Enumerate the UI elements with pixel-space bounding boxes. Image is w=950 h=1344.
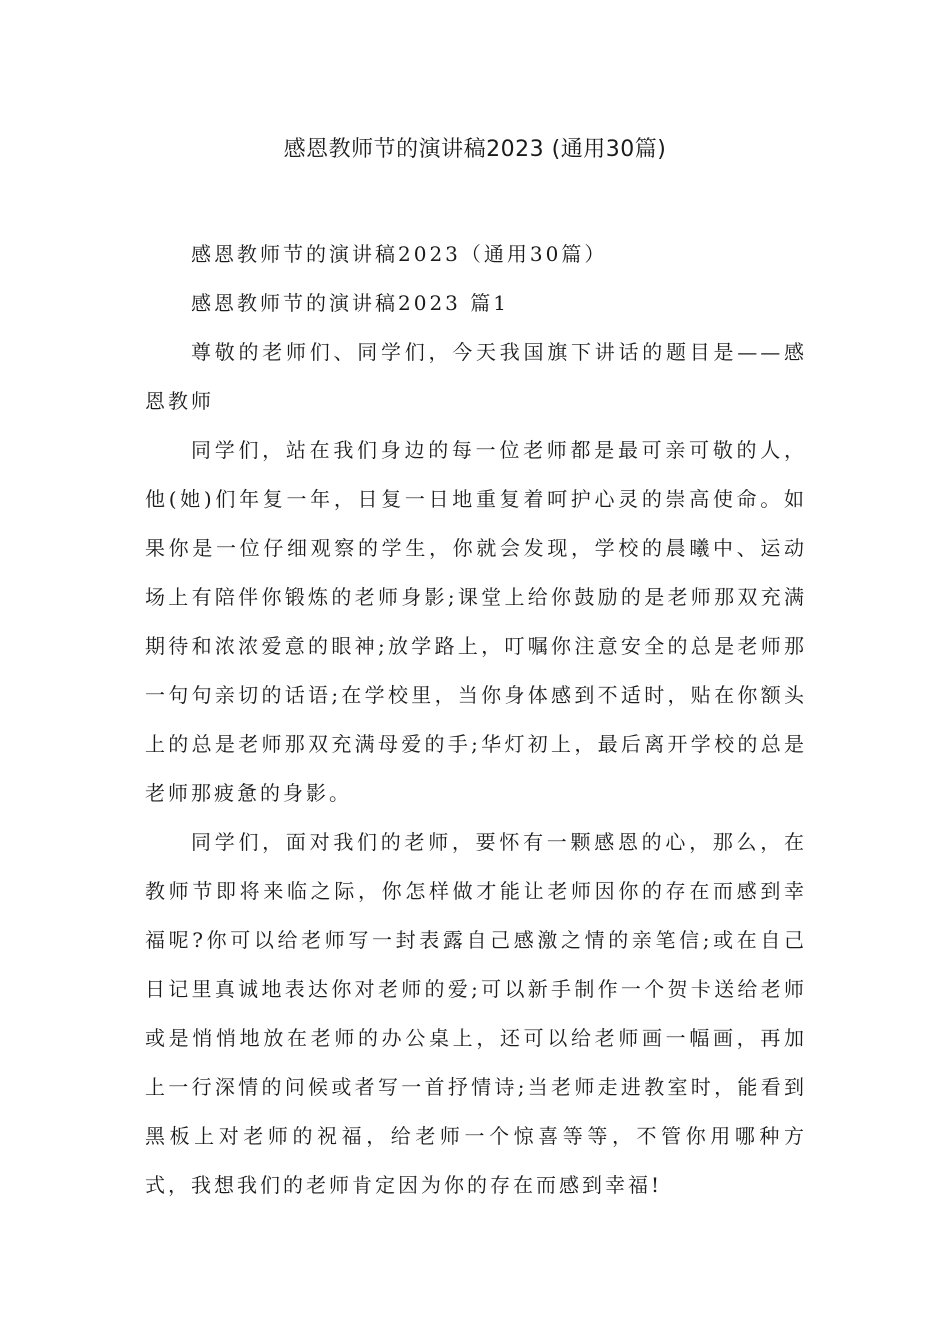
section-heading: 感恩教师节的演讲稿2023 篇1	[191, 291, 509, 315]
body-paragraph: 同学们，站在我们身边的每一位老师都是最可亲可敬的人，他(她)们年复一年，日复一日地重复着呵护心灵的崇高使命。如果你是一位仔细观察的学生，你就会发现，学校的晨曦中、运动场上有陪伴你锻炼的老师身影;课堂上给你鼓励的是老师那双充满期待和浓浓爱意的眼神;放学路上，叮嘱你注意安全的总是老师那一句句亲切的话语;在学校里，当你身体感到不适时，贴在你额头上的总是老师那双充满母爱的手;华灯初上，最后离开学校的总是老师那疲惫的身影。	[145, 438, 807, 805]
document-body	[145, 230, 807, 1210]
body-paragraph: 尊敬的老师们、同学们，今天我国旗下讲话的题目是——感恩教师	[145, 340, 807, 413]
subtitle-paragraph: 感恩教师节的演讲稿2023（通用30篇）	[191, 242, 608, 266]
document-title: 感恩教师节的演讲稿2023 (通用30篇)	[283, 137, 667, 162]
body-paragraph: 同学们，面对我们的老师，要怀有一颗感恩的心，那么，在教师节即将来临之际，你怎样做才能让老师因你的存在而感到幸福呢?你可以给老师写一封表露自己感激之情的亲笔信;或在自己日记里真诚地表达你对老师的爱;可以新手制作一个贺卡送给老师或是悄悄地放在老师的办公桌上，还可以给老师画一幅画，再加上一行深情的问候或者写一首抒情诗;当老师走进教室时，能看到黑板上对老师的祝福，给老师一个惊喜等等，不管你用哪种方式，我想我们的老师肯定因为你的存在而感到幸福!	[145, 830, 807, 1197]
